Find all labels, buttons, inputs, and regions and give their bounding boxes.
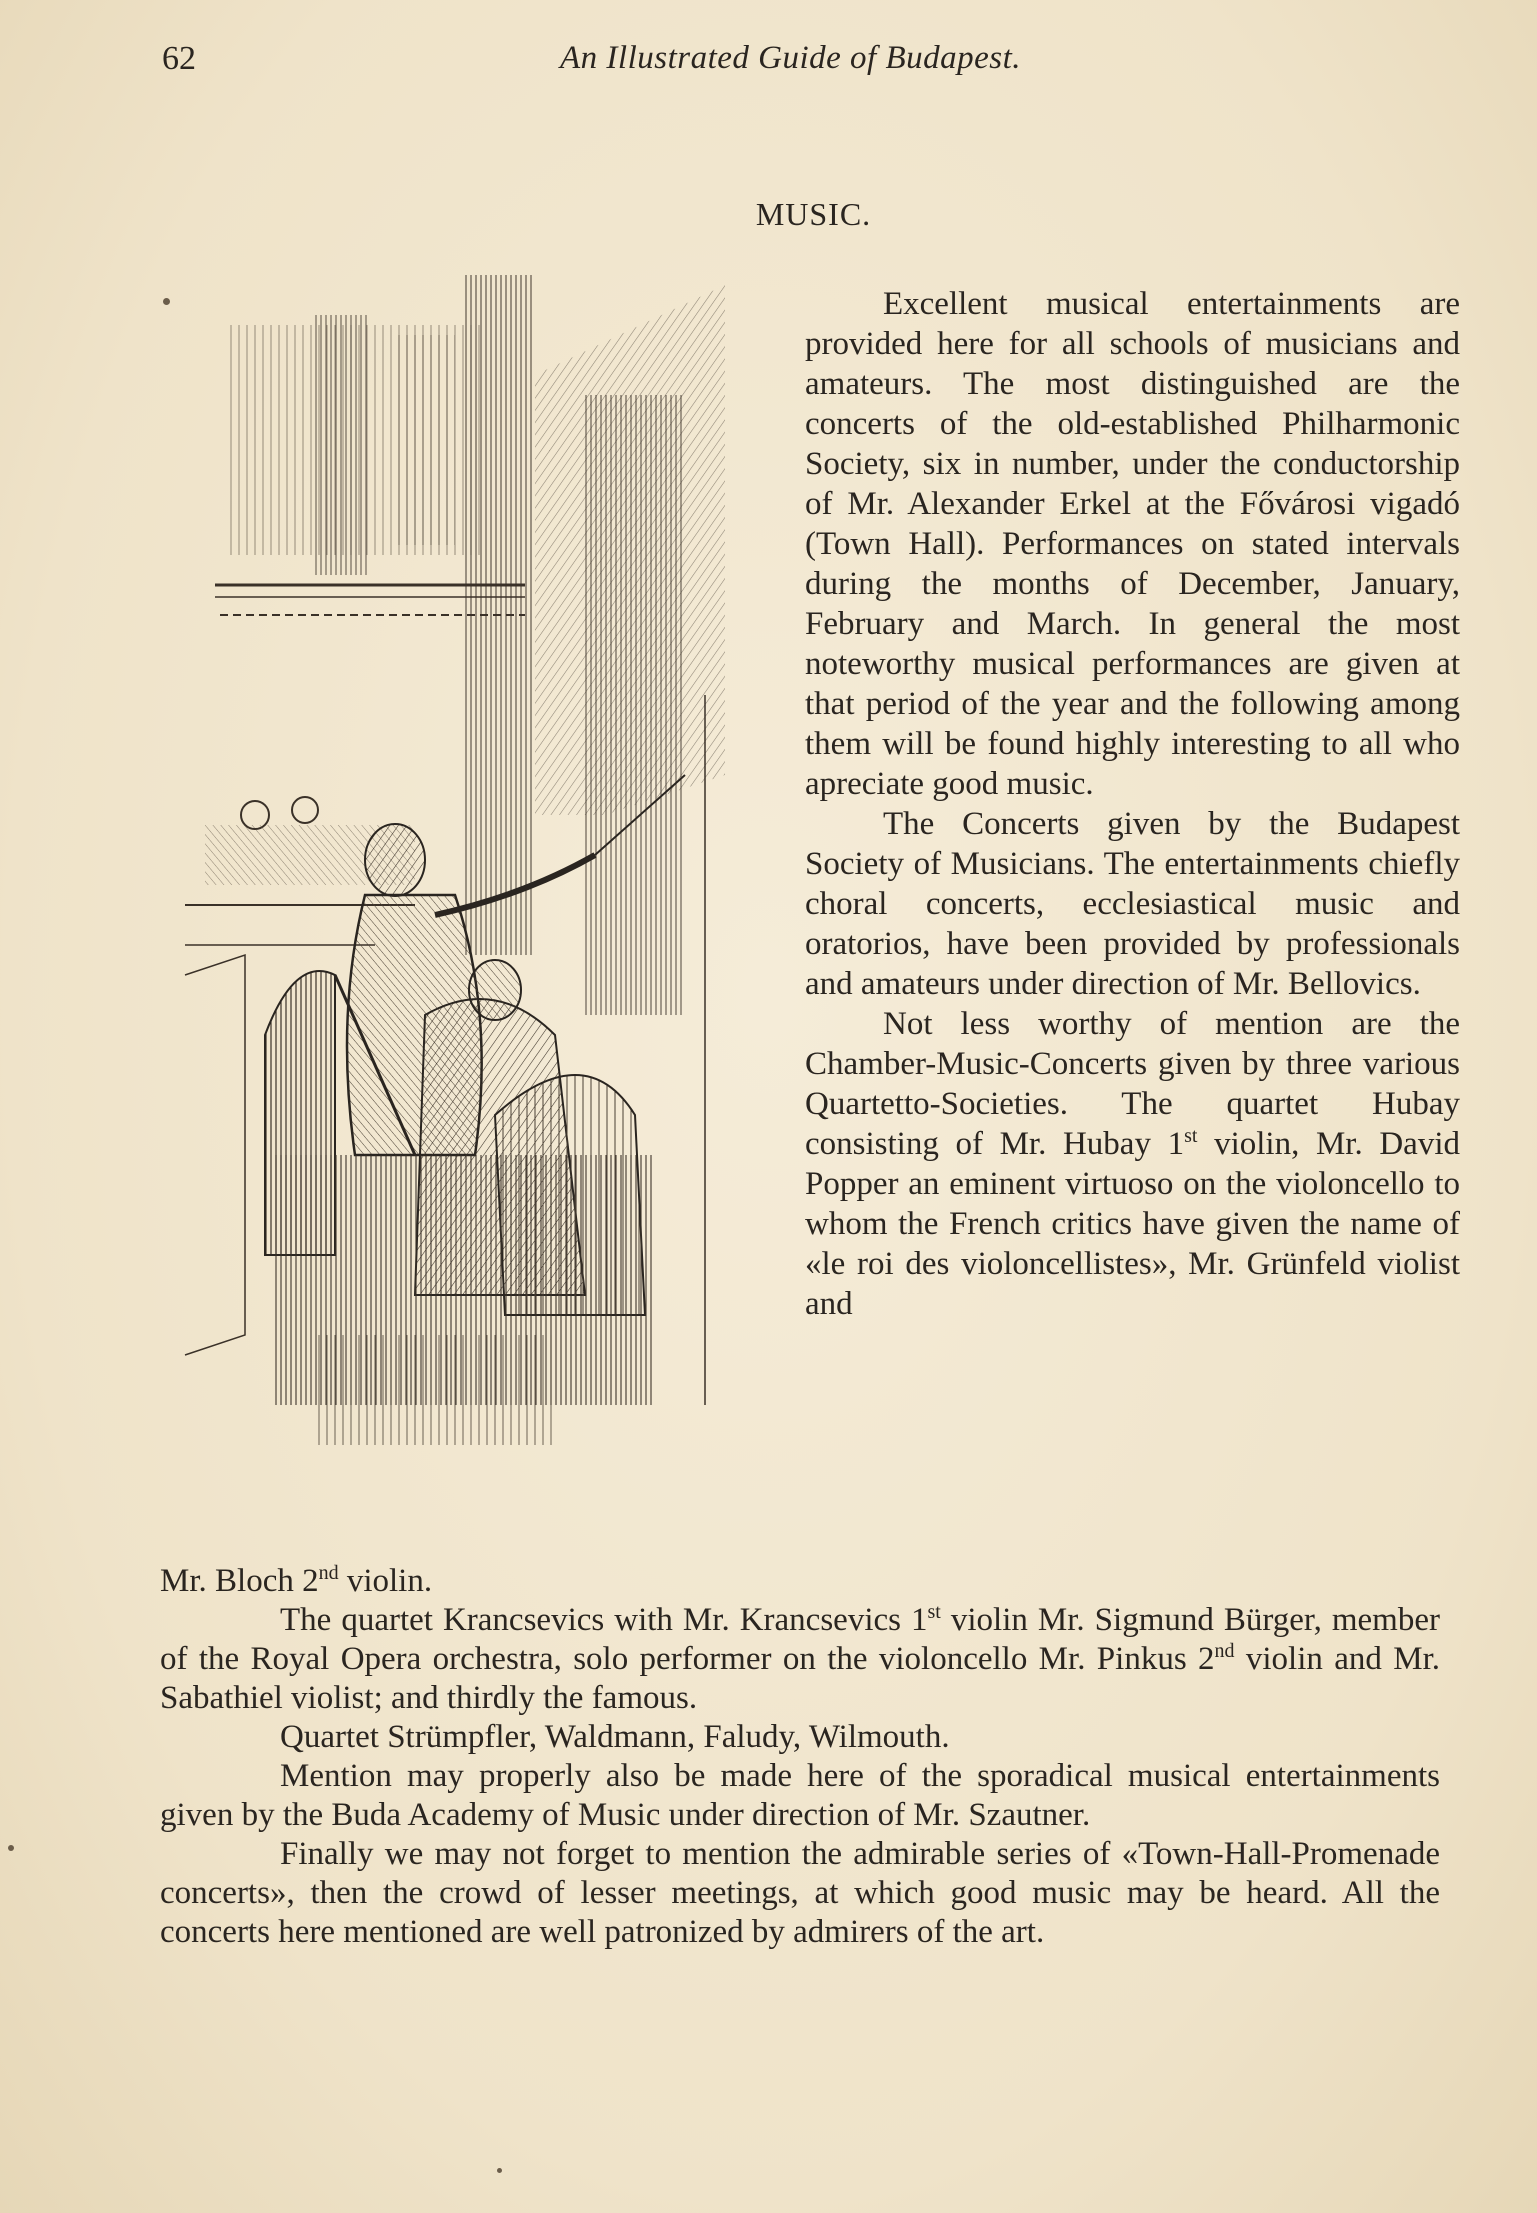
paragraph-promenade: Finally we may not forget to mention the admirable series of «Town-Hall-Promenade concerts», then the crowd of lesser meetings, at which good music may be heard. All the concerts here mentioned are well patronized by admirers of the art. xyxy=(160,1836,1440,1950)
bloch-text-b: violin. xyxy=(338,1563,433,1599)
paragraph-buda-academy: Mention may properly also be made here of the sporadical musical entertainments given by the Buda Academy of Music under direction of Mr. Szautner. xyxy=(160,1758,1440,1833)
running-header xyxy=(160,40,1417,90)
paragraph-strumpfler: Quartet Strümpfler, Waldmann, Faludy, Wilmouth. xyxy=(280,1719,950,1755)
ordinal-st: st xyxy=(1184,1125,1198,1147)
chamber-music-text-a: Not less worthy of mention are the Chamber-Music-Concerts given by three various Quartetto-Societies. The quartet Hubay consisting of Mr. Hubay 1 xyxy=(805,1006,1460,1162)
page-number: 62 xyxy=(162,40,196,77)
paragraph-bloch xyxy=(160,1562,1440,1601)
orchestra-engraving-icon xyxy=(165,255,785,1495)
running-title: An Illustrated Guide of Budapest. xyxy=(560,40,1022,76)
bloch-text-a: Mr. Bloch 2 xyxy=(160,1563,319,1599)
paragraph-intro: Excellent musical entertainments are provided here for all schools of musicians and amateurs. The most distinguished are the concerts of the old-established Philharmonic Society, six in number, under the conductorship of Mr. Alexander Erkel at the Fővárosi vigadó (Town Hall). Performances on stated intervals during the months of December, January, February and March. In general the most noteworthy musical performances are given at that period of the year and the following among them will be found highly interesting to all who apreciate good music. xyxy=(805,286,1460,802)
chamber-music-text-b: violin, Mr. David Popper an eminent virtuoso on the violoncello to whom the French critics have given the name of «le roi des violoncellistes», Mr. Grünfeld violist and xyxy=(805,1126,1461,1322)
paper-speck xyxy=(497,2168,502,2173)
paragraph-chamber-music xyxy=(805,1004,1460,1324)
krancsevics-text-a: The quartet Krancsevics with Mr. Krancsevics 1 xyxy=(280,1602,928,1638)
ordinal-st-b: st xyxy=(927,1601,941,1623)
ordinal-nd: nd xyxy=(318,1562,339,1584)
engraving-svg xyxy=(165,255,785,1495)
paragraph-krancsevics xyxy=(160,1601,1440,1718)
krancsevics-text-c: violin and Mr. Sabathiel violist; and thirdly the famous. xyxy=(160,1641,1440,1716)
text-column-right xyxy=(805,284,1460,1324)
section-title: MUSIC. xyxy=(755,196,872,232)
krancsevics-text-b: violin Mr. Sigmund Bürger, member of the Royal Opera orchestra, solo performer on the violoncello Mr. Pinkus 2 xyxy=(160,1602,1440,1677)
paper-speck xyxy=(8,1845,14,1851)
text-full-width xyxy=(160,1562,1440,1952)
paper-speck xyxy=(163,298,170,305)
paragraph-society-of-musicians: The Concerts given by the Budapest Society of Musicians. The entertainments chiefly choral concerts, ecclesiastical music and oratorios, have been provided by professionals and amateurs under direction of Mr. Bellovics. xyxy=(805,806,1460,1002)
ordinal-nd-b: nd xyxy=(1214,1640,1235,1662)
